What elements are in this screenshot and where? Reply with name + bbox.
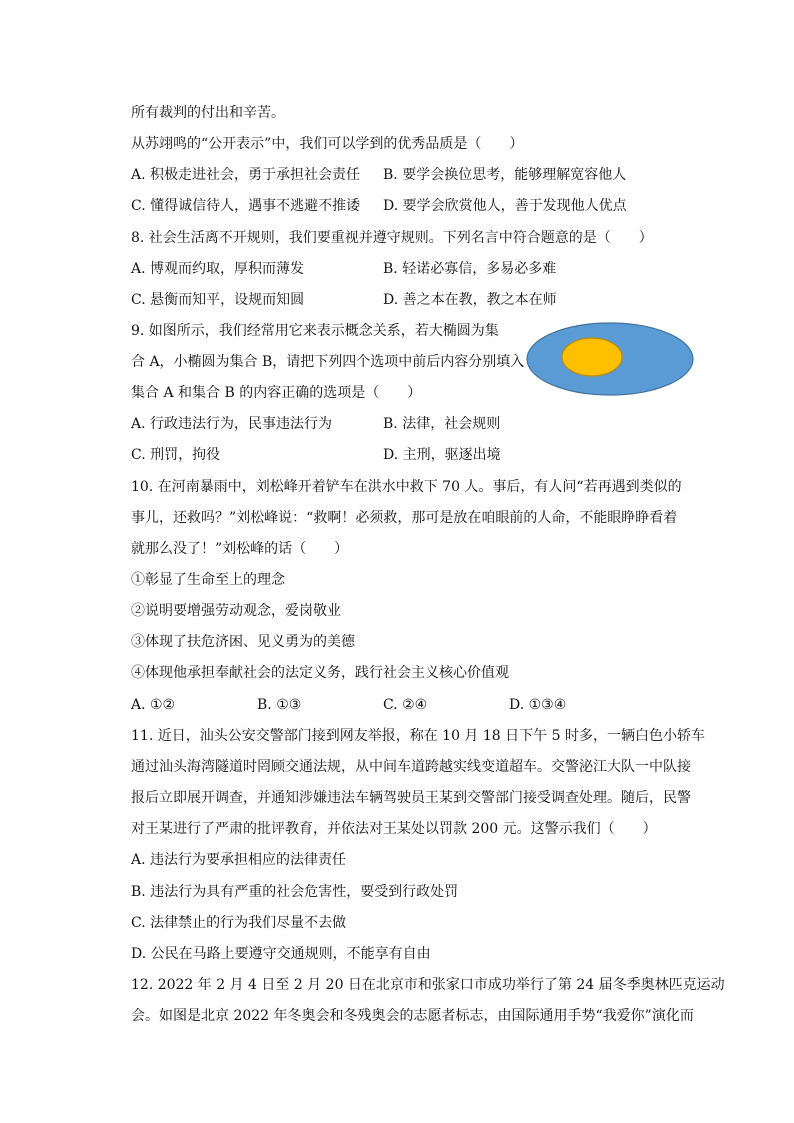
q8-option-a: A. 博观而约取，厚积而薄发 [131,261,305,277]
q12-stem-line2: 会。如图是北京 2022 年冬奥会和冬残奥会的志愿者标志，由国际通用手势“我爱你”演化而 [131,1008,694,1024]
q11-option-c: C. 法律禁止的行为我们尽量不去做 [131,915,347,931]
q8-stem: 8. 社会生活离不开规则，我们要重视并遵守规则。下列名言中符合题意的是（ ） [131,230,653,246]
q9-stem-line1: 9. 如图所示，我们经常用它来表示概念关系，若大椭圆为集 [131,323,499,339]
q12-stem-line1: 12. 2022 年 2 月 4 日至 2 月 20 日在北京市和张家口市成功举行了第 24 届冬季奥林匹克运动 [131,977,725,993]
q7-option-c: C. 懂得诚信待人，遇事不逃避不推诿 [131,198,361,214]
nested-ellipse-diagram [524,320,696,398]
q9-option-d: D. 主刑，驱逐出境 [383,447,501,463]
q9-option-c: C. 刑罚，拘役 [131,447,221,463]
q10-stem-line1: 10. 在河南暴雨中，刘松峰开着铲车在洪水中救下 70 人。事后，有人问“若再遇到类似的 [131,479,682,495]
q8-option-d: D. 善之本在教，教之本在师 [383,292,557,308]
q10-option-c: C. ②④ [383,697,428,713]
q10-statement-4: ④体现他承担奉献社会的法定义务，践行社会主义核心价值观 [131,665,509,681]
q10-statement-1: ①彰显了生命至上的理念 [131,572,285,588]
q11-stem-line2: 通过汕头海湾隧道时罔顾交通法规，从中间车道跨越实线变道超车。交警泌江大队一中队接 [131,759,691,775]
q11-option-b: B. 违法行为具有严重的社会危害性，要受到行政处罚 [131,884,459,900]
q11-option-d: D. 公民在马路上要遵守交通规则，不能享有自由 [131,946,431,962]
q10-option-a: A. ①② [131,697,176,713]
q10-statement-2: ②说明要增强劳动观念，爱岗敬业 [131,603,341,619]
small-ellipse-set-b [562,338,622,376]
q9-stem-line2: 合 A，小椭圆为集合 B，请把下列四个选项中前后内容分别填入 [131,354,525,370]
q11-option-a: A. 违法行为要承担相应的法律责任 [131,852,347,868]
q9-option-b: B. 法律，社会规则 [383,416,501,432]
intro-line: 所有裁判的付出和辛苦。 [131,105,285,121]
q11-stem-line1: 11. 近日，汕头公安交警部门接到网友举报，称在 10 月 18 日下午 5 时多，一辆白色小轿车 [131,728,705,744]
q10-option-d: D. ①③④ [509,697,567,713]
q11-stem-line4: 对王某进行了严肃的批评教育，并依法对王某处以罚款 200 元。这警示我们（ ） [131,821,657,837]
q7-option-a: A. 积极走进社会，勇于承担社会责任 [131,167,361,183]
q7-stem: 从苏翊鸣的“公开表示”中，我们可以学到的优秀品质是（ ） [131,136,524,152]
q9-option-a: A. 行政违法行为，民事违法行为 [131,416,333,432]
q7-option-d: D. 要学会欣赏他人，善于发现他人优点 [383,198,627,214]
q8-option-c: C. 悬衡而知平，设规而知圆 [131,292,305,308]
q10-stem-line2: 事儿，还救吗？”刘松峰说：“救啊！必须救，那可是放在咱眼前的人命，不能眼睁睁看着 [131,510,678,526]
q10-option-b: B. ①③ [257,697,302,713]
q9-stem-line3: 集合 A 和集合 B 的内容正确的选项是（ ） [131,385,422,401]
q10-statement-3: ③体现了扶危济困、见义勇为的美德 [131,634,355,650]
q8-option-b: B. 轻诺必寡信，多易必多难 [383,261,557,277]
q7-option-b: B. 要学会换位思考，能够理解宽容他人 [383,167,627,183]
q11-stem-line3: 报后立即展开调查，并通知涉嫌违法车辆驾驶员王某到交警部门接受调查处理。随后，民警 [131,790,691,806]
q10-stem-line3: 就那么没了！”刘松峰的话（ ） [131,541,349,557]
